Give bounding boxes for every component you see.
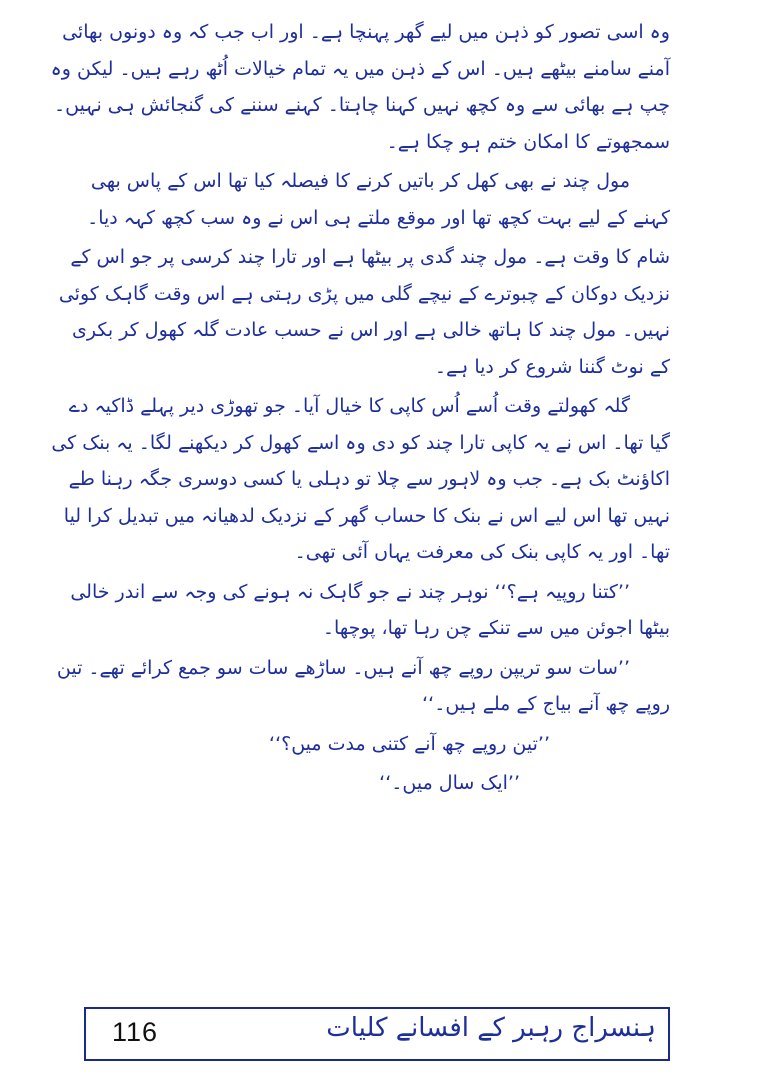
paragraph-1: وہ اسی تصور کو ذہن میں لیے گھر پہنچا ہے۔ اور اب جب کہ وہ دونوں بھائی آمنے سامنے بیٹھے ہیں۔ اس کے ذہن میں یہ تمام خیالات اُٹھ رہے ہیں۔ لیکن وہ چپ ہے بھائی سے وہ کچھ نہیں کہنا چاہتا۔ کہنے سننے کی گنجائش ہی نہیں۔ سمجھوتے کا امکان ختم ہو چکا ہے۔ (50, 21, 670, 153)
dialogue-3: ’’تین روپے چھ آنے کتنی مدت میں؟‘‘ (269, 732, 550, 755)
footer-box (84, 1007, 670, 1061)
dialogue-4: ’’ایک سال میں۔‘‘ (379, 772, 520, 794)
paragraph-4: گلہ کھولتے وقت اُسے اُس کاپی کا خیال آیا۔ جو تھوڑی دیر پہلے ڈاکیہ دے گیا تھا۔ اس نے یہ کاپی تارا چند کو دی وہ اسے کھول کر دیکھنے لگا۔ یہ بنک کی اکاؤنٹ بک ہے۔ جب وہ لاہور سے چلا تو دہلی یا کسی دوسری جگہ رہنا طے نہیں تھا اس لیے اس نے بنک کا حساب گھر کے نزدیک لدھیانہ میں تبدیل کرا لیا تھا۔ اور یہ کاپی بنک کی معرفت یہاں آئی تھی۔ (51, 395, 670, 563)
body-text (50, 14, 670, 802)
book-title: ہنسراج رہبر کے افسانے کلیات (326, 1013, 656, 1043)
paragraph-2: مول چند نے بھی کھل کر باتیں کرنے کا فیصلہ کیا تھا اس کے پاس بھی کہنے کے لیے بہت کچھ تھا اور موقع ملتے ہی اس نے وہ سب کچھ کہہ دیا۔ (87, 170, 670, 229)
paragraph-3: شام کا وقت ہے۔ مول چند گدی پر بیٹھا ہے اور تارا چند کرسی پر جو اس کے نزدیک دوکان کے چبوترے کے نیچے گلی میں پڑی رہتی ہے اس وقت گاہک کوئی نہیں۔ مول چند کا ہاتھ خالی ہے اور اس نے حسب عادت گلہ کھول کر بکری کے نوٹ گننا شروع کر دیا ہے۔ (58, 246, 670, 378)
dialogue-2: ’’سات سو تریپن روپے چھ آنے ہیں۔ ساڑھے سات سو جمع کرائے تھے۔ تین روپے چھ آنے بیاج کے ملے ہیں۔‘‘ (56, 656, 670, 715)
dialogue-1: ’’کتنا روپیہ ہے؟‘‘ نوہر چند نے جو گاہک نہ ہونے کی وجہ سے اندر خالی بیٹھا اجوئن میں سے تنکے چن رہا تھا، پوچھا۔ (70, 580, 670, 639)
page-number: 116 (112, 1017, 159, 1047)
